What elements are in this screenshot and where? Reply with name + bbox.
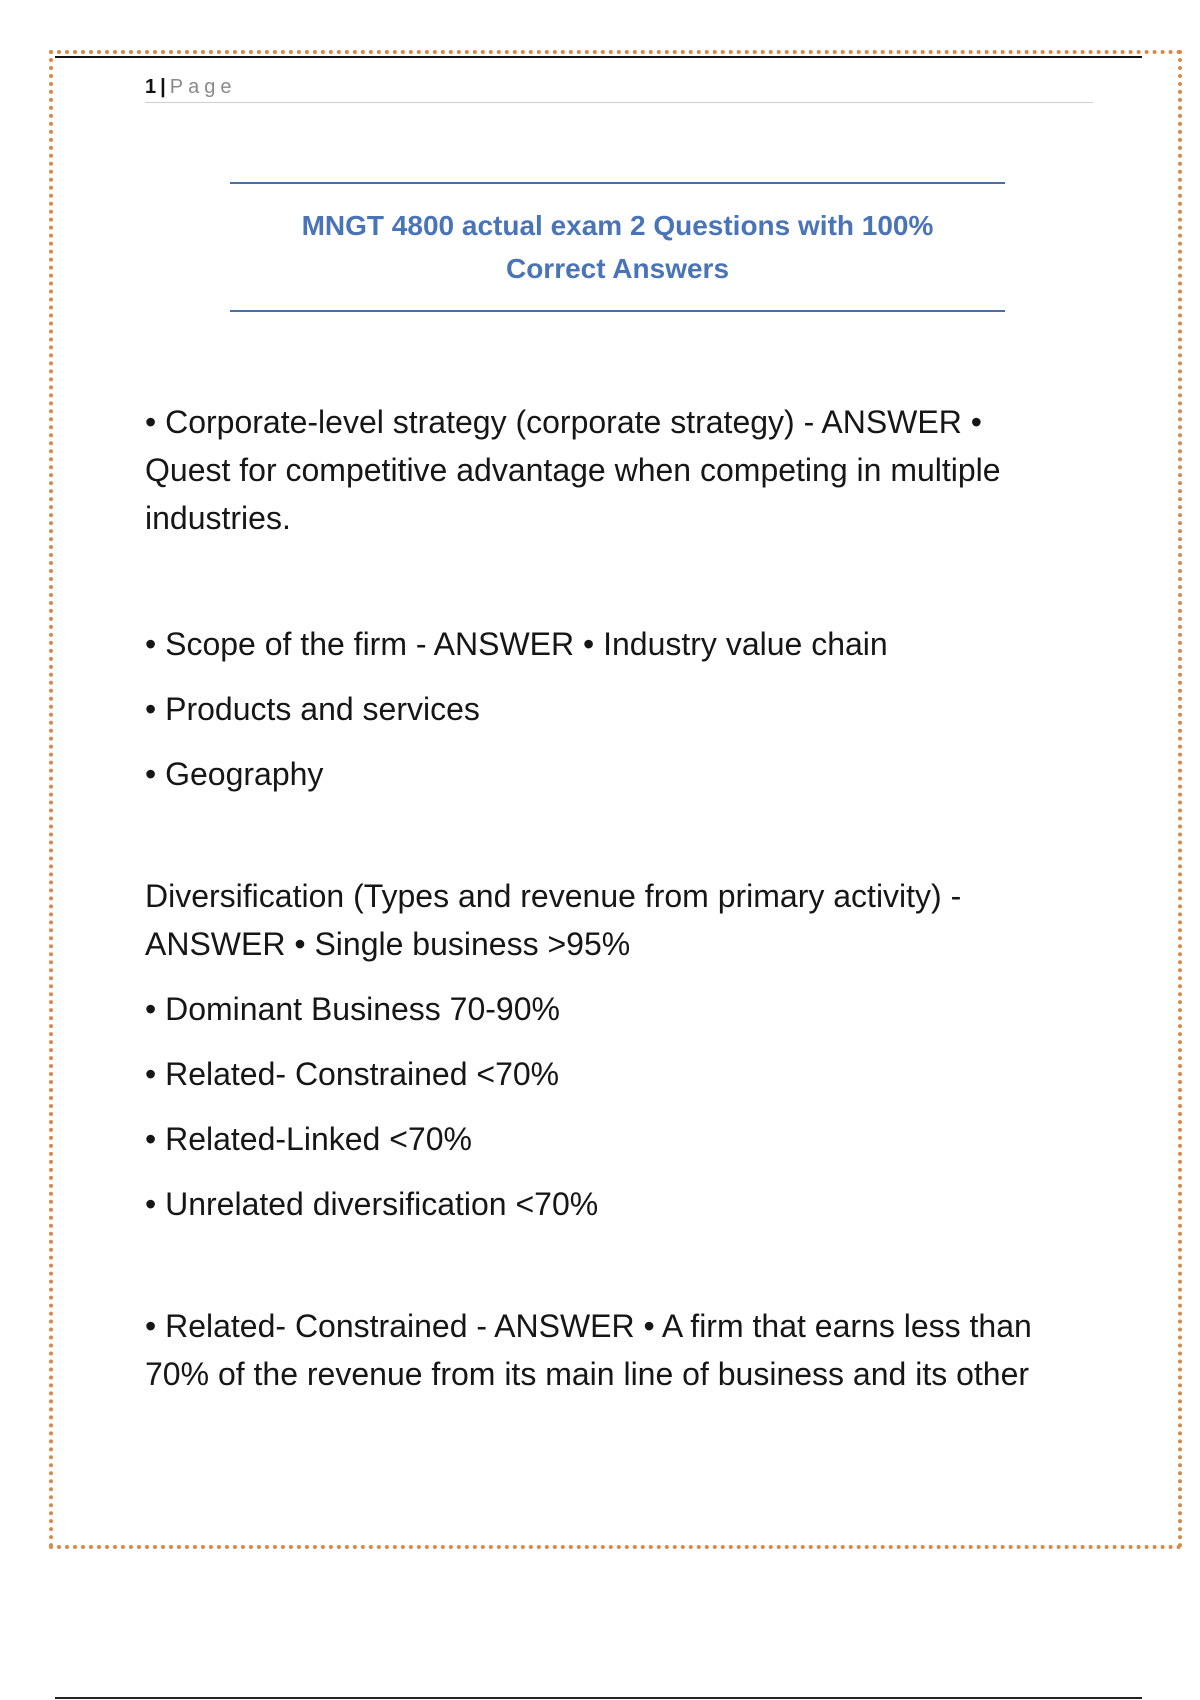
entry-line: Quest for competitive advantage when competing in multiple (145, 452, 1001, 488)
document-title (230, 182, 1005, 312)
entry-line: ANSWER • Single business >95% (145, 926, 631, 962)
page-label: Page (169, 76, 237, 98)
page-number: 1 (145, 76, 157, 98)
bullet-item: • Unrelated diversification <70% (145, 1186, 599, 1222)
entry-line: industries. (145, 500, 291, 536)
qa-entry (145, 872, 1085, 1228)
entry-line: Diversification (Types and revenue from primary activity) - (145, 878, 962, 914)
bullet-item: • Related- Constrained <70% (145, 1056, 560, 1092)
bottom-rule (55, 1697, 1142, 1699)
bullet-item: • Related-Linked <70% (145, 1121, 472, 1157)
bullet-item: • Products and services (145, 691, 480, 727)
qa-entry (145, 398, 1085, 542)
entry-line: 70% of the revenue from its main line of business and its other (145, 1356, 1030, 1392)
title-line-1: MNGT 4800 actual exam 2 Questions with 100% (301, 210, 934, 241)
bullet-item: • Geography (145, 756, 324, 792)
title-line-2: Correct Answers (505, 253, 730, 284)
page-separator: | (160, 76, 166, 98)
entry-line: • Related- Constrained - ANSWER • A firm that earns less than (145, 1308, 1032, 1344)
bullet-item: • Dominant Business 70-90% (145, 991, 560, 1027)
qa-entry (145, 620, 1085, 798)
document-body (145, 398, 1085, 1398)
entry-line: • Corporate-level strategy (corporate strategy) - ANSWER • (145, 404, 982, 440)
qa-entry (145, 1302, 1085, 1398)
top-rule (55, 56, 1142, 58)
page-header (145, 74, 1093, 103)
entry-line: • Scope of the firm - ANSWER • Industry value chain (145, 626, 888, 662)
title-text (258, 204, 978, 290)
